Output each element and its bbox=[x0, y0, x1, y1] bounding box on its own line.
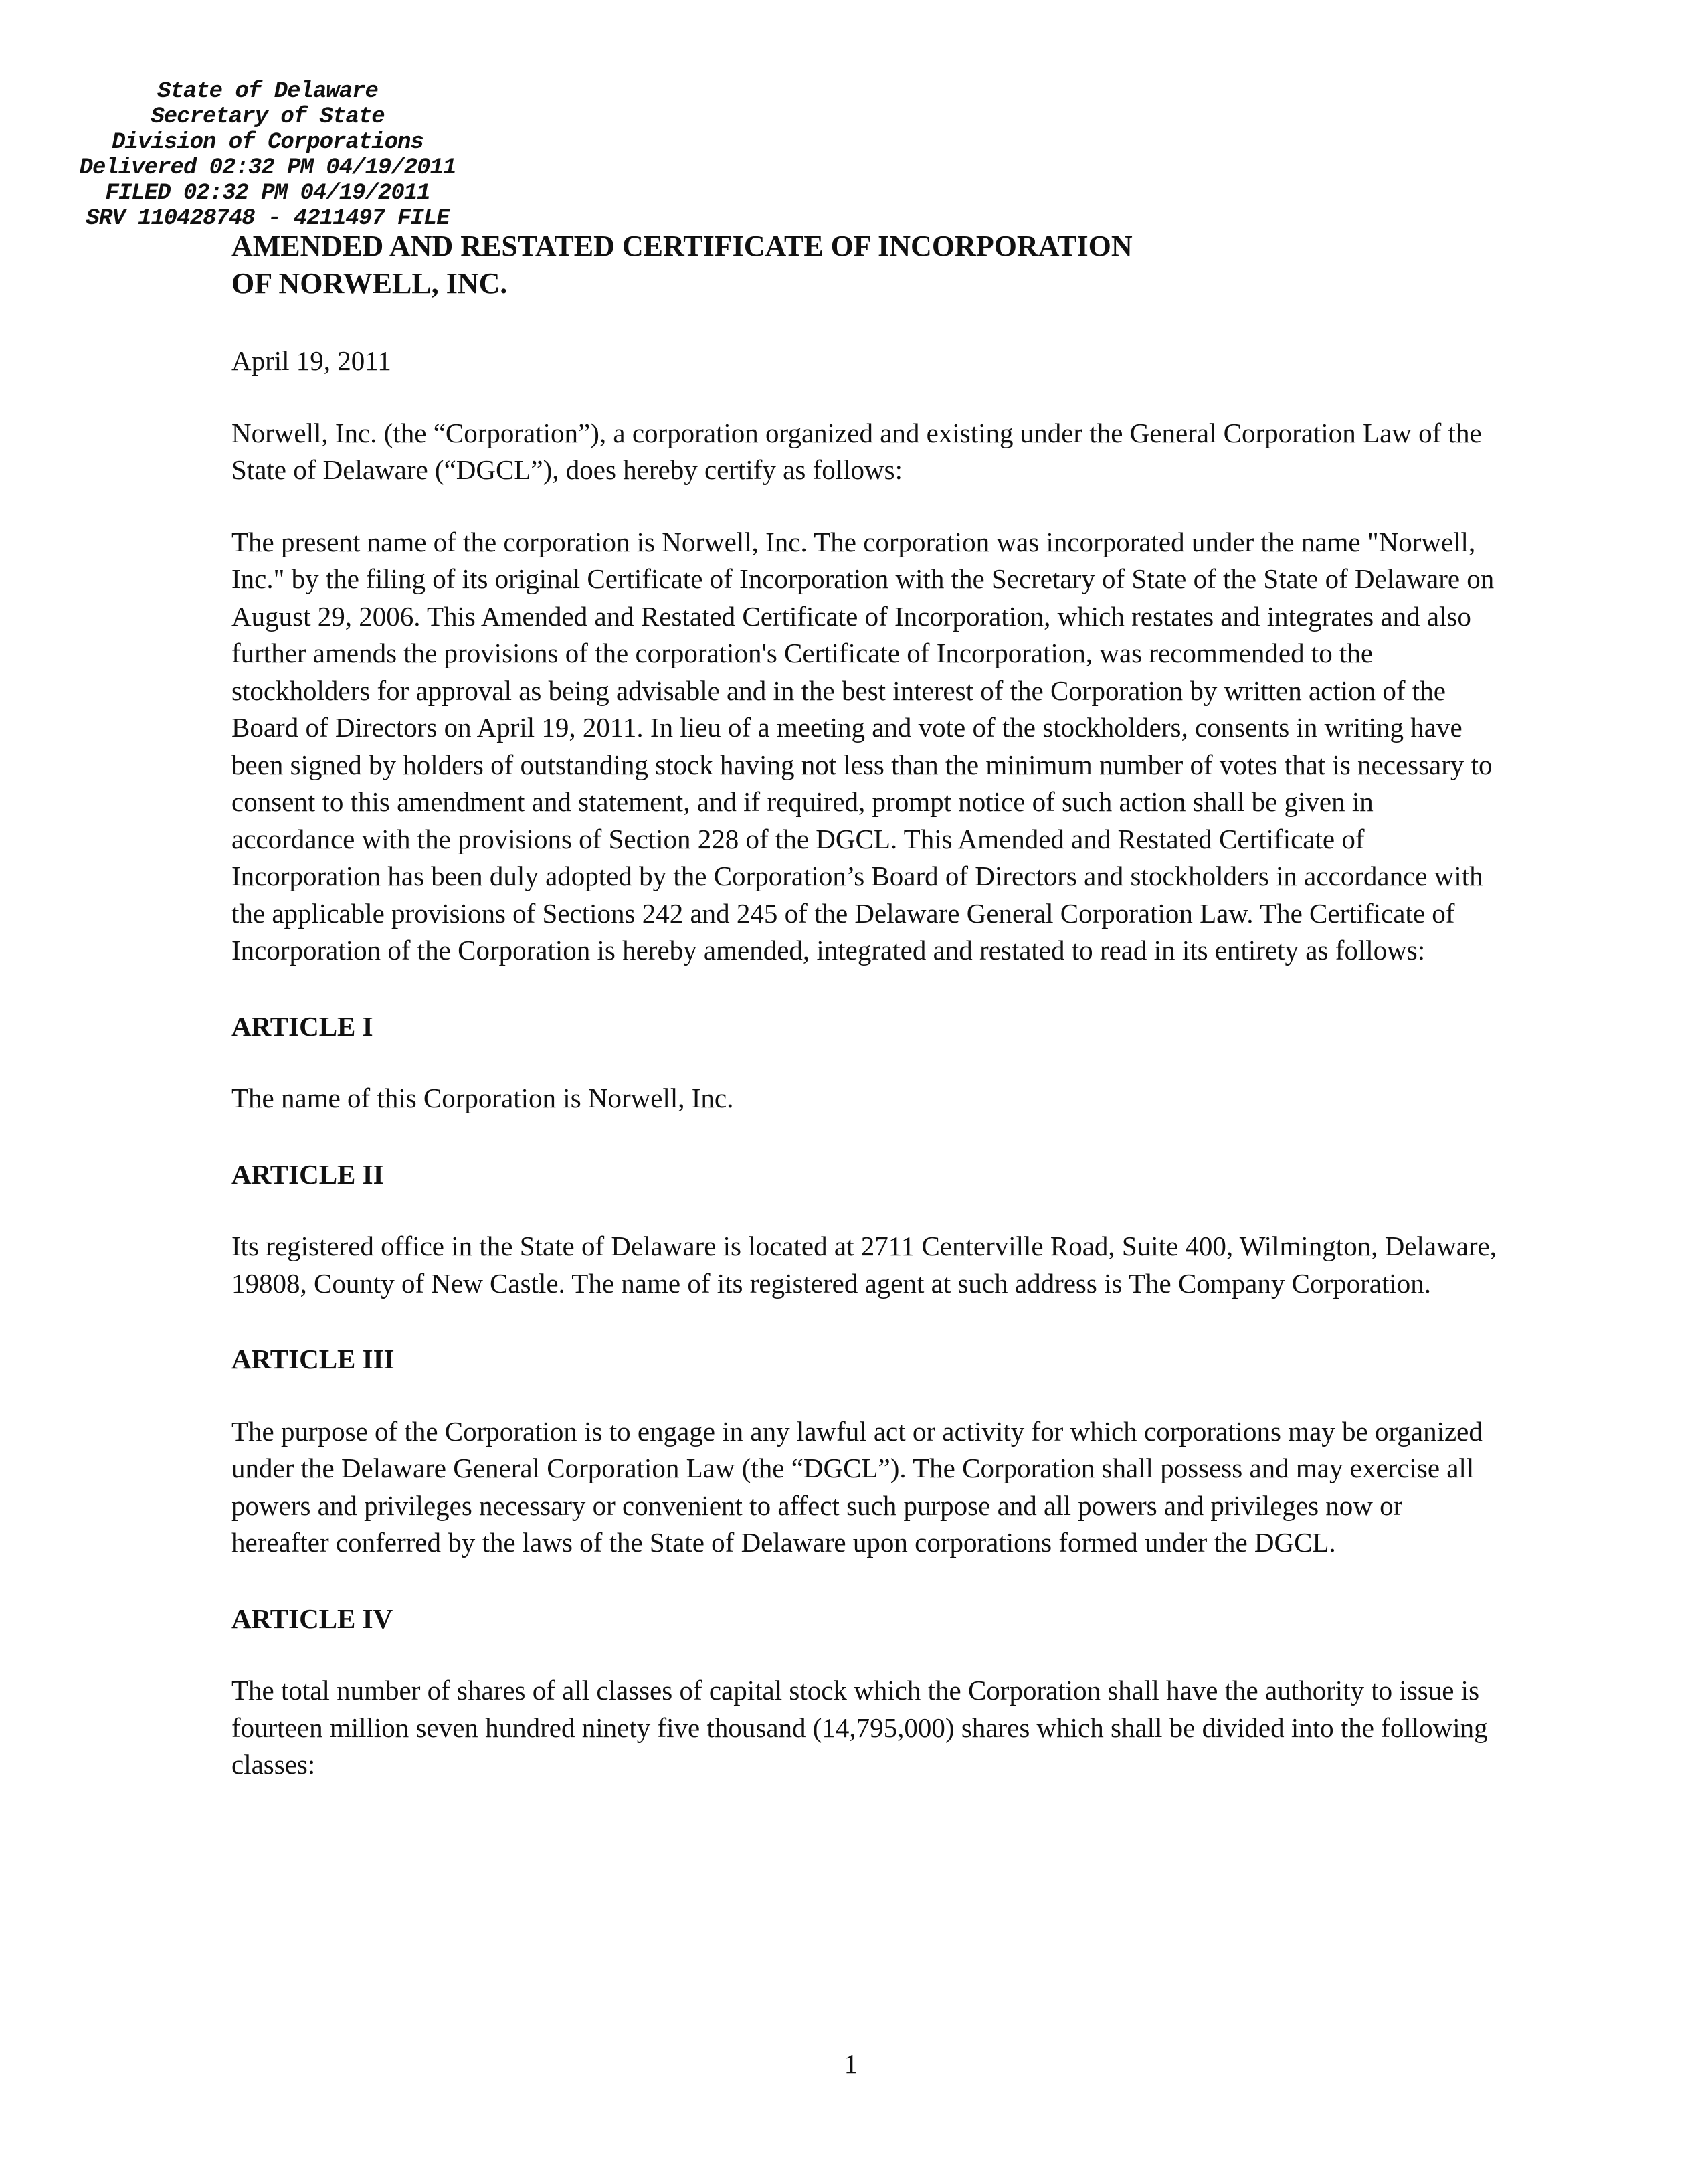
page-number: 1 bbox=[844, 2048, 858, 2079]
article-body: Its registered office in the State of Delaware is located at 2711 Centerville Road, Suite 400, Wilmington, Delaware, 19808, County of New Castle. The name of its registered agent at such address is The Company Corporation. bbox=[231, 1231, 1497, 1299]
stamp-line: State of Delaware bbox=[157, 79, 378, 104]
article-heading: ARTICLE II bbox=[231, 1158, 384, 1190]
stamp-line: FILED 02:32 PM 04/19/2011 bbox=[105, 181, 430, 206]
stamp-line: Secretary of State bbox=[151, 104, 385, 130]
filing-stamp bbox=[40, 79, 495, 232]
article-body: The total number of shares of all classes of capital stock which the Corporation shall have the authority to issue is fourteen million seven hundred ninety five thousand (14,795,000) shares which shall be divided into the following classes: bbox=[231, 1675, 1488, 1780]
intro-paragraph: Norwell, Inc. (the “Corporation”), a corporation organized and existing under the General Corporation Law of the State of Delaware (“DGCL”), does hereby certify as follows: bbox=[231, 417, 1482, 485]
document-body bbox=[231, 227, 1503, 1784]
article-body: The purpose of the Corporation is to engage in any lawful act or activity for which corporations may be organized under the Delaware General Corporation Law (the “DGCL”). The Corporation shall possess and may exercise all powers and privileges necessary or convenient to affect such purpose and all powers and privileges now or hereafter conferred by the laws of the State of Delaware upon corporations formed under the DGCL. bbox=[231, 1415, 1483, 1558]
stamp-line: SRV 110428748 - 4211497 FILE bbox=[86, 206, 450, 232]
article-heading: ARTICLE III bbox=[231, 1344, 395, 1374]
stamp-line: Delivered 02:32 PM 04/19/2011 bbox=[79, 155, 456, 181]
title-line-1: AMENDED AND RESTATED CERTIFICATE OF INCORPORATION bbox=[231, 230, 1133, 262]
document-title bbox=[231, 227, 1503, 302]
article-body: The name of this Corporation is Norwell, Inc. bbox=[231, 1083, 734, 1113]
document-date: April 19, 2011 bbox=[231, 345, 391, 376]
article-heading: ARTICLE IV bbox=[231, 1603, 393, 1634]
article-heading: ARTICLE I bbox=[231, 1010, 373, 1042]
recital-paragraph: The present name of the corporation is Norwell, Inc. The corporation was incorporated under the name "Norwell, Inc." by the filing of its original Certificate of Incorporation with the Secretary of State of the State of Delaware on August 29, 2006. This Amended and Restated Certificate of Incorporation, which restates and integrates and also further amends the provisions of the corporation's Certificate of Incorporation, was recommended to the stockholders for approval as being advisable and in the best interest of the Corporation by written action of the Board of Directors on April 19, 2011. In lieu of a meeting and vote of the stockholders, consents in writing have been signed by holders of outstanding stock having not less than the minimum number of votes that is necessary to consent to this amendment and statement, and if required, prompt notice of such action shall be given in accordance with the provisions of Section 228 of the DGCL. This Amended and Restated Certificate of Incorporation has been duly adopted by the Corporation’s Board of Directors and stockholders in accordance with the applicable provisions of Sections 242 and 245 of the Delaware General Corporation Law. The Certificate of Incorporation of the Corporation is hereby amended, integrated and restated to read in its entirety as follows: bbox=[231, 526, 1495, 966]
title-line-2: OF NORWELL, INC. bbox=[231, 267, 508, 300]
stamp-line: Division of Corporations bbox=[112, 130, 423, 155]
